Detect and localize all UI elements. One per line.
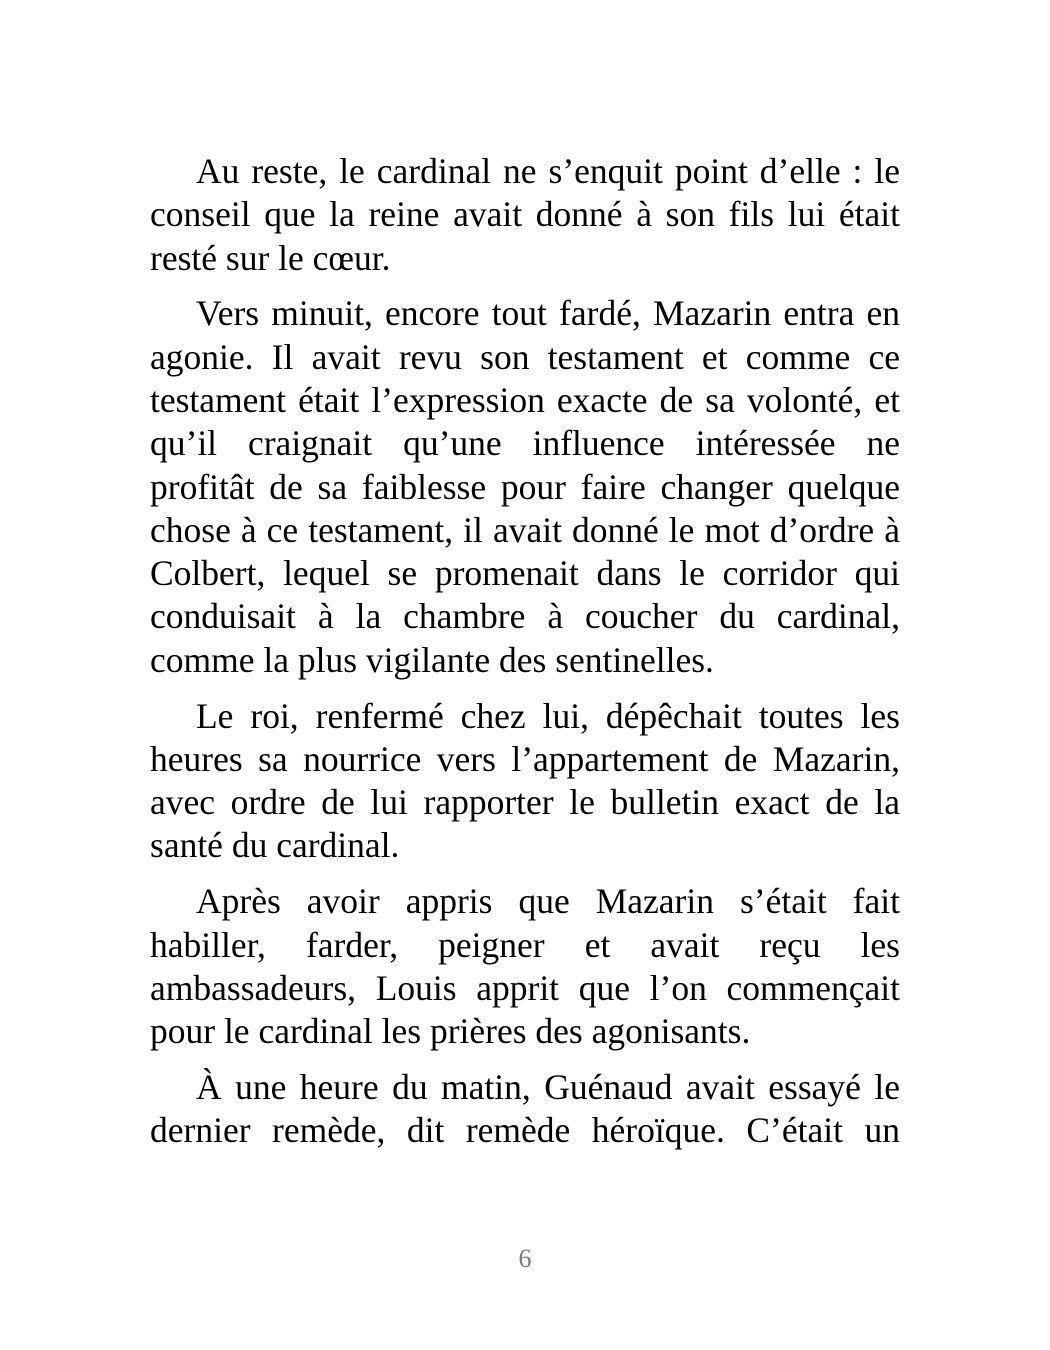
paragraph-5: À une heure du matin, Guénaud avait essayé le dernier remède, dit remède héroïque. C’était un <box>150 1066 900 1151</box>
paragraph-3: Le roi, renfermé chez lui, dépêchait toutes les heures sa nourrice vers l’appartement de Mazarin, avec ordre de lui rapporter le bulletin exact de la santé du cardinal. <box>150 695 900 866</box>
paragraph-4: Après avoir appris que Mazarin s’était fait habiller, farder, peigner et avait reçu les ambassadeurs, Louis apprit que l’on commençait pour le cardinal les prières des agonisants. <box>150 881 900 1052</box>
paragraph-1: Au reste, le cardinal ne s’enquit point d’elle : le conseil que la reine avait donné à son fils lui était resté sur le cœur. <box>150 151 900 278</box>
paragraph-2: Vers minuit, encore tout fardé, Mazarin entra en agonie. Il avait revu son testament et comme ce testament était l’expression exacte de sa volonté, et qu’il craignait qu’une influence intéressée ne profitât de sa faiblesse pour faire changer quelque chose à ce testament, il avait donné le mot d’ordre à Colbert, lequel se promenait dans le corridor qui conduisait à la chambre à coucher du cardinal, comme la plus vigilante des sentinelles. <box>150 293 900 680</box>
body-text <box>150 150 900 1165</box>
page-number: 6 <box>518 1244 532 1273</box>
